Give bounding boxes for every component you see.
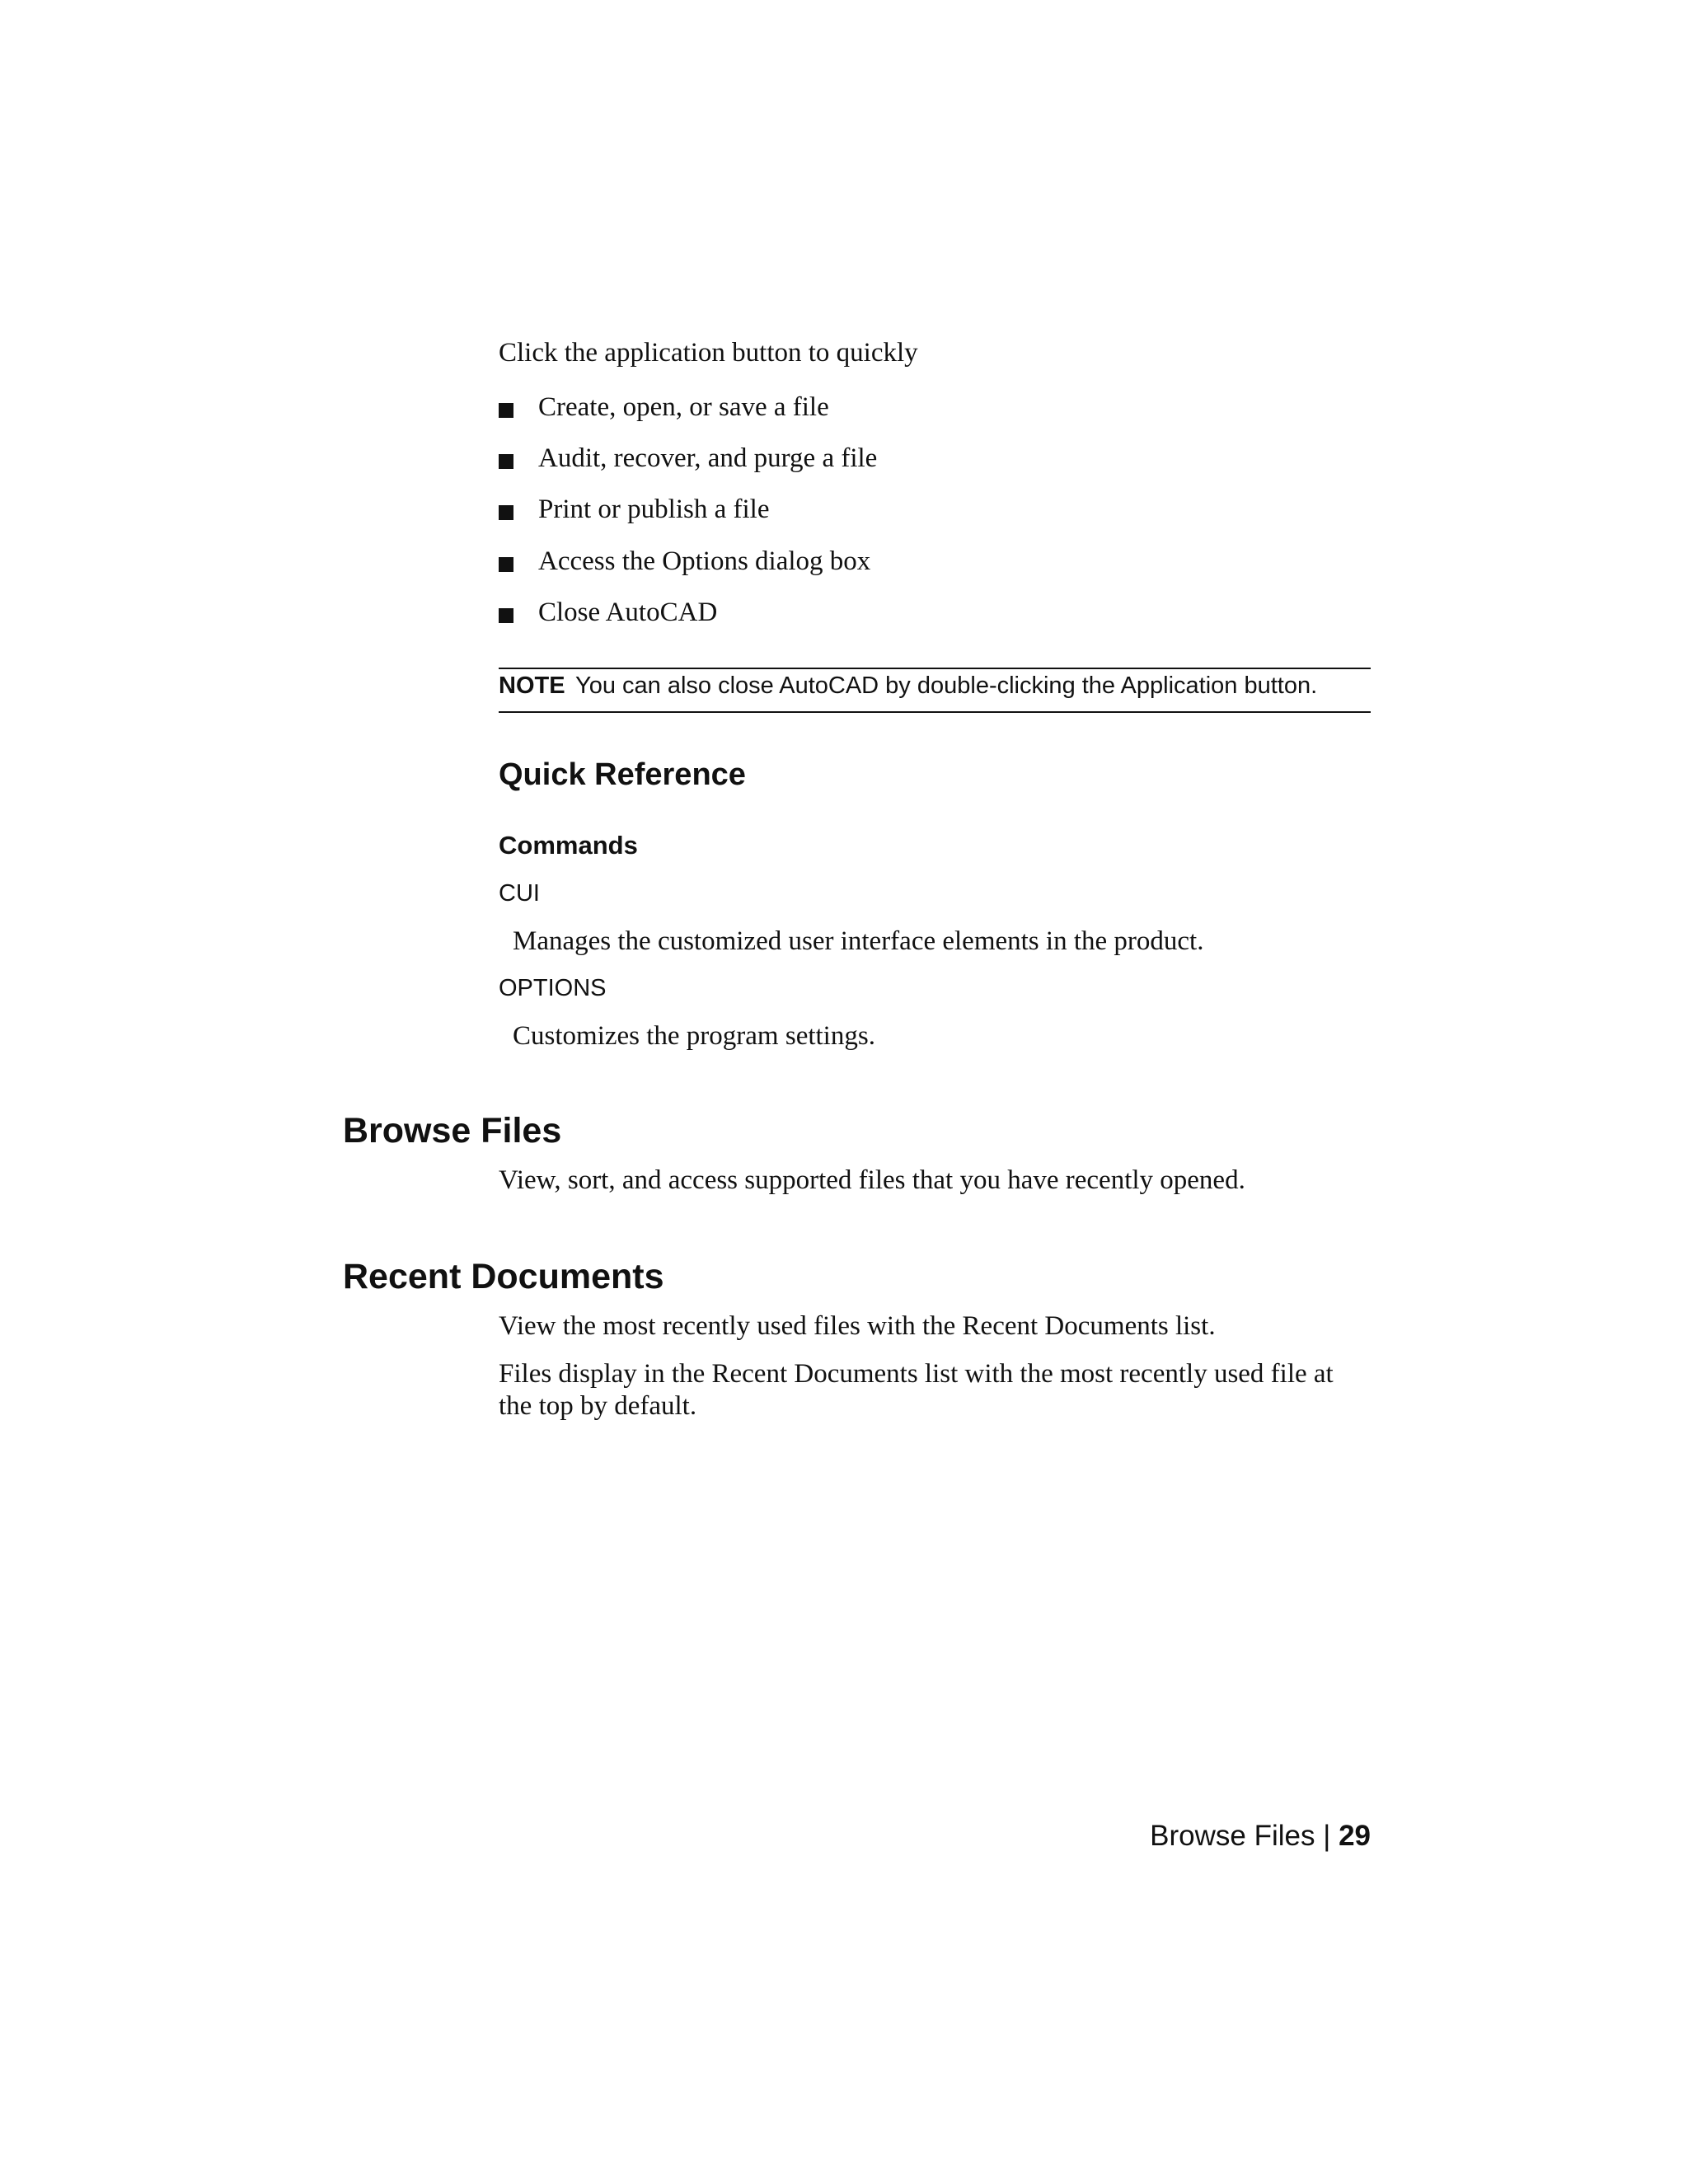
bullet-square-icon xyxy=(499,557,513,572)
quick-reference-heading: Quick Reference xyxy=(499,757,746,792)
recent-documents-heading: Recent Documents xyxy=(343,1257,664,1296)
list-item-text: Audit, recover, and purge a file xyxy=(538,443,878,473)
command-name: CUI xyxy=(499,880,540,907)
page-number: 29 xyxy=(1339,1820,1371,1852)
footer-separator: | xyxy=(1323,1820,1331,1852)
list-item-text: Close AutoCAD xyxy=(538,598,718,627)
list-item-text: Print or publish a file xyxy=(538,494,770,524)
recent-documents-paragraph-line: Files display in the Recent Documents list with the most recently used file at xyxy=(499,1359,1334,1389)
list-item-text: Create, open, or save a file xyxy=(538,392,829,422)
bullet-square-icon xyxy=(499,454,513,469)
command-description: Customizes the program settings. xyxy=(513,1021,875,1051)
command-name: OPTIONS xyxy=(499,975,607,1001)
note-label: NOTE xyxy=(499,673,565,699)
recent-documents-paragraph-line: the top by default. xyxy=(499,1391,697,1421)
note-text: You can also close AutoCAD by double-clicking the Application button. xyxy=(575,673,1318,699)
command-description: Manages the customized user interface elements in the product. xyxy=(513,926,1204,956)
browse-files-heading: Browse Files xyxy=(343,1111,562,1151)
recent-documents-text: View the most recently used files with the Recent Documents list. xyxy=(499,1311,1216,1341)
commands-heading: Commands xyxy=(499,831,638,860)
page-footer xyxy=(1150,1820,1371,1853)
note-bottom-rule xyxy=(499,711,1371,713)
note-box xyxy=(499,673,1317,700)
browse-files-text: View, sort, and access supported files that you have recently opened. xyxy=(499,1165,1245,1195)
footer-section-title: Browse Files xyxy=(1150,1820,1315,1852)
bullet-square-icon xyxy=(499,608,513,623)
bullet-square-icon xyxy=(499,403,513,418)
intro-text: Click the application button to quickly xyxy=(499,338,918,368)
list-item-text: Access the Options dialog box xyxy=(538,546,871,576)
bullet-square-icon xyxy=(499,505,513,520)
note-top-rule xyxy=(499,668,1371,669)
